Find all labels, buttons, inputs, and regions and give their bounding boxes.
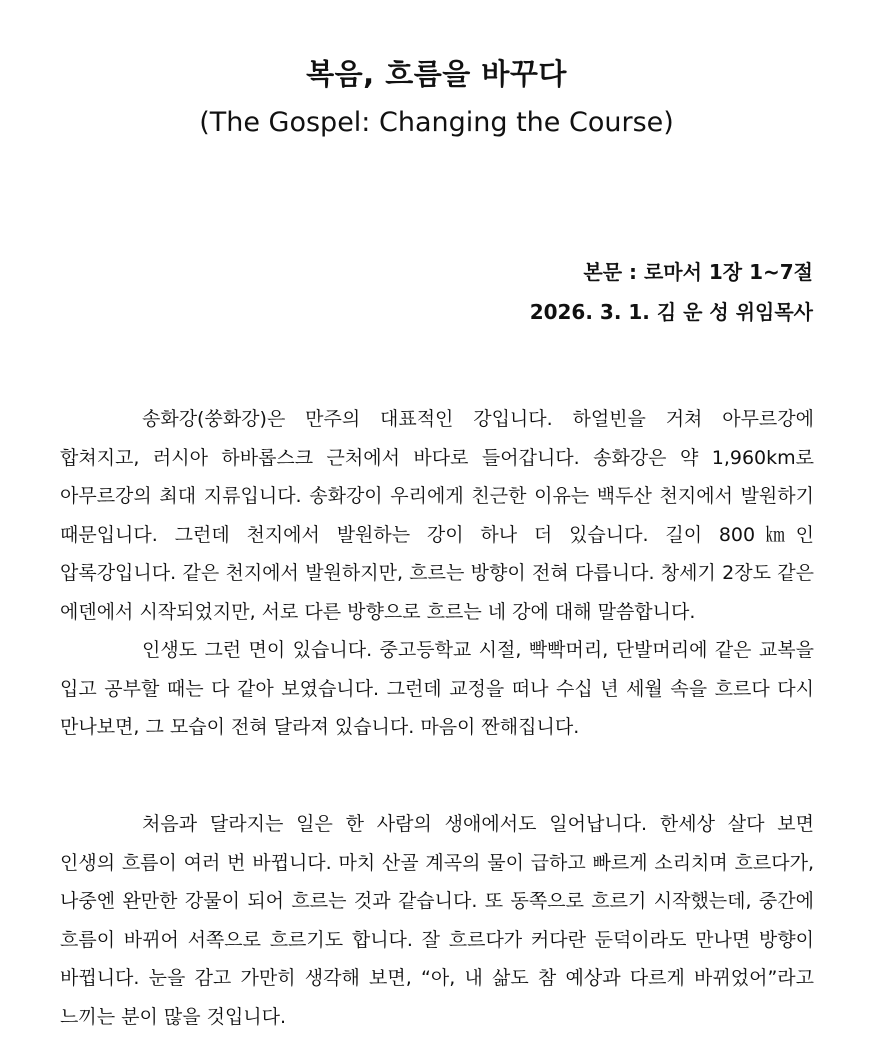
paragraph: 송화강(쑹화강)은 만주의 대표적인 강입니다. 하얼빈을 거쳐 아무르강에 합쳐지고, 러시아 하바롭스크 근처에서 바다로 들어갑니다. 송화강은 약 1,960km로 아무르강의 최대 지류입니다. 송화강이 우리에게 친근한 이유는 백두산 천지에서 발원하기 때문입니다. 그런데 천지에서 발원하는 강이 하나 더 있습니다. 길이 800㎞인 압록강입니다. 같은 천지에서 발원하지만, 흐르는 방향이 전혀 다릅니다. 창세기 2장도 같은 에덴에서 시작되었지만, 서로 다른 방향으로 흐르는 네 강에 대해 말씀합니다. bbox=[60, 408, 814, 623]
scripture-reference: 본문 : 로마서 1장 1~7절 bbox=[583, 260, 813, 284]
sermon-title: 복음, 흐름을 바꾸다 bbox=[306, 57, 567, 91]
sermon-subtitle: (The Gospel: Changing the Course) bbox=[199, 107, 674, 138]
date-author: 2026. 3. 1. 김 운 성 위임목사 bbox=[529, 300, 813, 324]
paragraph: 처음과 달라지는 일은 한 사람의 생애에서도 일어납니다. 한세상 살다 보면 인생의 흐름이 여러 번 바뀝니다. 마치 산골 계곡의 물이 급하고 빠르게 소리치며 흐르다가, 나중엔 완만한 강물이 되어 흐르는 것과 같습니다. 또 동쪽으로 흐르기 시작했는데, 중간에 흐름이 바뀌어 서쪽으로 흐르기도 합니다. 잘 흐르다가 커다란 둔덕이라도 만나면 방향이 바뀝니다. 눈을 감고 가만히 생각해 보면, “아, 내 삶도 참 예상과 다르게 바뀌었어”라고 느끼는 분이 많을 것입니다. bbox=[60, 813, 814, 1028]
paragraph: 인생도 그런 면이 있습니다. 중고등학교 시절, 빡빡머리, 단발머리에 같은 교복을 입고 공부할 때는 다 같아 보였습니다. 그런데 교정을 떠나 수십 년 세월 속을 흐르다 다시 만나보면, 그 모습이 전혀 달라져 있습니다. 마음이 짠해집니다. bbox=[60, 639, 814, 738]
body-text-block-2 bbox=[60, 805, 814, 1036]
body-text-block-1 bbox=[60, 400, 814, 747]
